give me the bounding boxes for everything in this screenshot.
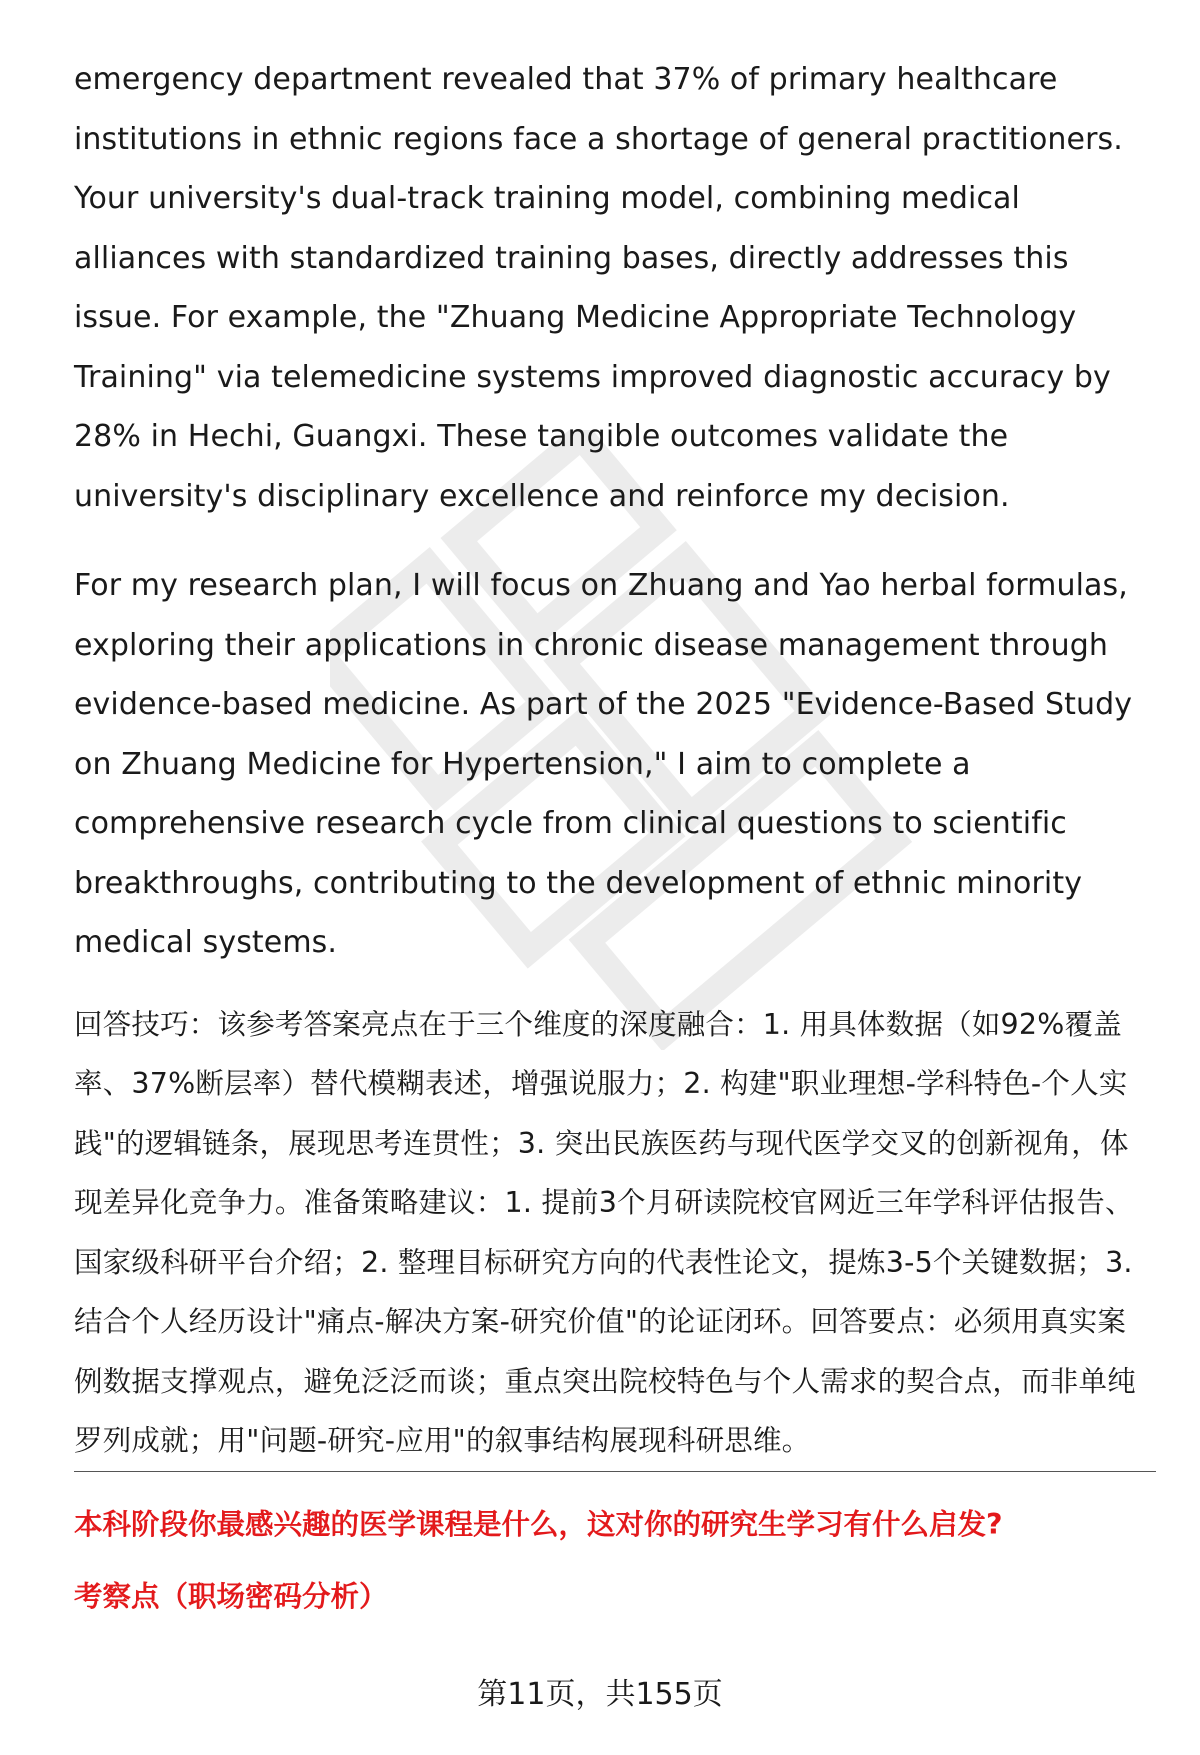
assessment-point-heading: 考察点（职场密码分析） — [74, 1580, 388, 1613]
question-heading: 本科阶段你最感兴趣的医学课程是什么，这对你的研究生学习有什么启发? — [74, 1508, 1003, 1541]
document-body — [74, 50, 1154, 1499]
answer-paragraph-1: emergency department revealed that 37% of primary healthcare institutions in ethnic regions face a shortage of general practitioners. Your university's dual-track training model, combining medical alliances with standardized training bases, directly addresses this issue. For example, the "Zhuang Medicine Appropriate Technology Training" via telemedicine systems improved diagnostic accuracy by 28% in Hechi, Guangxi. These tangible outcomes validate the university's disciplinary excellence and reinforce my decision. — [74, 62, 1123, 514]
page-number: 第11页，共155页 — [477, 1677, 723, 1712]
section-divider — [74, 1471, 1156, 1472]
answer-paragraph-2: For my research plan, I will focus on Zhuang and Yao herbal formulas, exploring their applications in chronic disease management through evidence-based medicine. As part of the 2025 "Evidence-Based Study on Zhuang Medicine for Hypertension," I aim to complete a comprehensive research cycle from clinical questions to scientific breakthroughs, contributing to the development of ethnic minority medical systems. — [74, 568, 1133, 960]
answer-tips: 回答技巧：该参考答案亮点在于三个维度的深度融合：1. 用具体数据（如92%覆盖率、37%断层率）替代模糊表述，增强说服力；2. 构建"职业理想-学科特色-个人实践"的逻辑链条，展现思考连贯性；3. 突出民族医药与现代医学交叉的创新视角，体现差异化竞争力。准备策略建议：1. 提前3个月研读院校官网近三年学科评估报告、国家级科研平台介绍；2. 整理目标研究方向的代表性论文，提炼3-5个关键数据；3. 结合个人经历设计"痛点-解决方案-研究价值"的论证闭环。回答要点：必须用真实案例数据支撑观点，避免泛泛而谈；重点突出院校特色与个人需求的契合点，而非单纯罗列成就；用"问题-研究-应用"的叙事结构展现科研思维。 — [74, 1007, 1136, 1457]
